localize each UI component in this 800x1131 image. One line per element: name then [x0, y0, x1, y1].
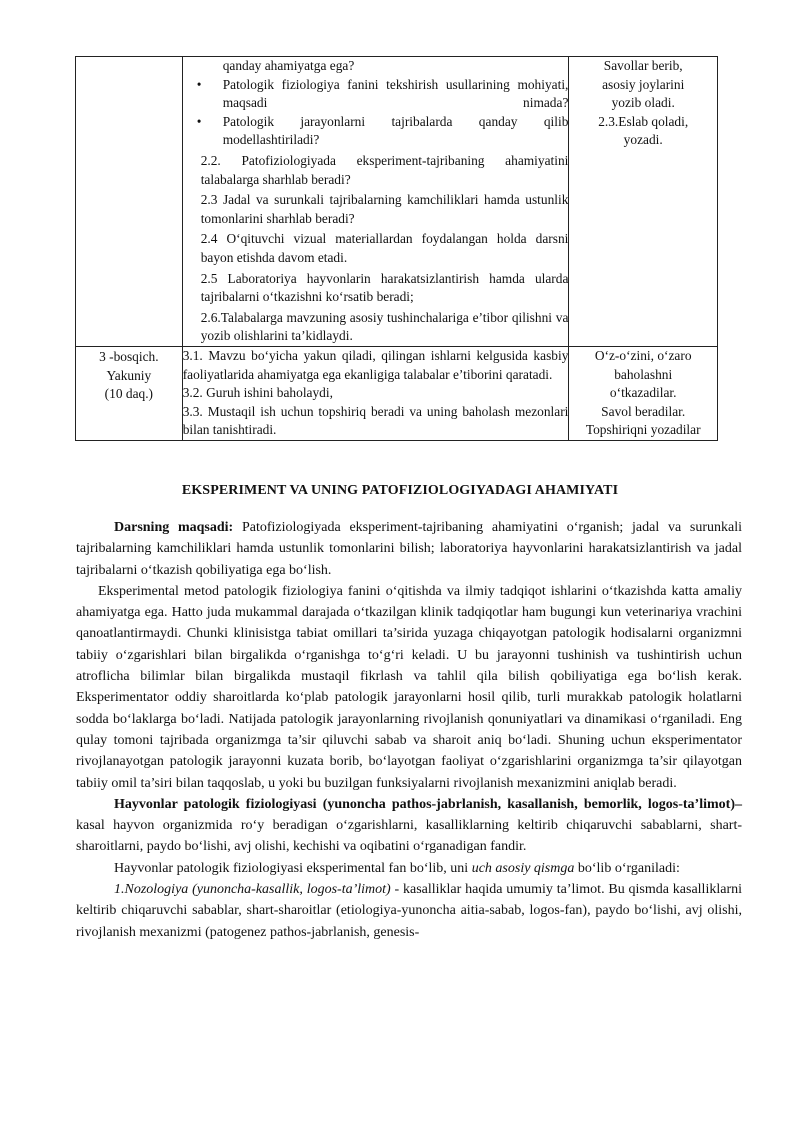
list-item-text: 3.2. Guruh ishini baholaydi, — [182, 385, 333, 401]
stage-name: Yakuniy — [106, 367, 152, 383]
teacher-activity-cell — [182, 346, 569, 440]
student-activity-line: asosiy joylarini — [602, 76, 685, 92]
teacher-activity-cell — [182, 57, 569, 347]
student-activity-line: baholashni — [614, 366, 673, 382]
list-item-text: Patologik jarayonlarni tajribalarda qanday qilib modellashtiriladi? — [222, 113, 569, 148]
list-item-text: 3.3. Mustaqil ish uchun topshiriq beradi va uning baholash mezonlari bilan tanishtiradi. — [182, 403, 569, 438]
list-item-text: 2.2. Patofiziologiyada eksperiment-tajribaning ahamiyatini talabalarga sharhlab beradi? — [200, 152, 569, 187]
objective-text: Patofiziologiyada eksperiment-tajribaning ahamiyatini o‘rganish; jadal va surunkali tajribalarning kamchiliklari hamda ustunlik tomonlarini bilish; laboratoriya hayvonlarini harakatsizlantirish va jadal tajribalarni o‘tkazish qobiliyatiga ega bo‘lish. — [76, 520, 742, 578]
list-item-text: 2.4 O‘qituvchi vizual materiallardan foydalangan holda darsni bayon etishda davom etadi. — [200, 231, 569, 265]
list-item-text: Patologik fiziologiya fanini tekshirish usullarining mohiyati, maqsadi nimada? — [222, 76, 569, 111]
list-item — [183, 76, 569, 113]
list-item-text: 2.6.Talabalarga mavzuning asosiy tushinchalariga e’tibor qilishni va yozib olishlarini ta’kidlaydi. — [200, 309, 569, 344]
paragraph-text: Hayvonlar patologik fiziologiyasi eksperimental fan bo‘lib, uni — [114, 860, 472, 876]
emphasis-text: uch asosiy qismga — [471, 860, 575, 876]
definition-text: kasal hayvon organizmida ro‘y beradigan o‘zgarishlarni, kasalliklarning keltirib chiqaruvchi sabablarni, shart-sharoitlarni, paydo bo‘lishi, avj olishi, kechishi va oqibatini o‘rganadigan fandir. — [76, 818, 742, 855]
paragraph — [76, 858, 742, 879]
paragraph — [76, 879, 742, 943]
paragraph: Eksperimental metod patologik fiziologiya fanini o‘qitishda va ilmiy tadqiqot ishlarini o‘tkazishda katta amaliy ahamiyatga ega. Hatto juda mukammal darajada o‘tkazilgan klinik tadqiqotlar ham bugungi kun veterinariya vrachini qanoatlantirmaydi. Chunki klinisistga tabiat omillari ta’sirida yuzaga chiqayotgan patologik hodisalarni organizmni tabiiy o‘zgarishlari bilan birgalikda o‘rganishga to‘g‘ri keladi. U bu jarayonni tushinish va tushintirish uchun atroflicha bilimlar bilan birgalikda mustaqil fikrlash va tahlil qila bilish qobiliyatiga ega bo‘lish kerak. Eksperimentator oddiy sharoitlarda ko‘plab patologik jarayonlarni hosil qilib, turli murakkab patologik holatlarni sodda bo‘laklarga bo‘ladi. Natijada patologik jarayonlarning rivojlanish qonuniyatlari va dinamikasi o‘rganiladi. Eng qulay tomoni tajribada organizmga ta’sir qiluvchi sabab va sharoit aniq bo‘ladi. Shuning uchun eksperimentator rivojlanayotgan patologik jarayonni kuzata borib, bo‘layotgan faoliyat o‘zgarishlarini organizmga ta’sir qilayotgan tabiiy omil ta’siri bilan taqqoslab, u yoki bu buzilgan funksiyalarni rivojlanish mexanizmini aniqlab beradi. — [76, 583, 742, 791]
list-item-text: 2.5 Laboratoriya hayvonlarin harakatsizlantirish hamda ularda tajribalarni o‘tkazishni ko‘rsatib beradi; — [200, 270, 569, 305]
student-activity-cell — [569, 346, 718, 440]
student-activity-line: 2.3.Eslab qoladi, — [598, 113, 689, 129]
student-activity-line: O‘z-o‘zini, o‘zaro — [594, 347, 692, 363]
student-activity-line: o‘tkazadilar. — [609, 385, 677, 401]
table-row — [76, 57, 718, 347]
stage-cell — [76, 346, 183, 440]
student-activity-line: yozadi. — [623, 132, 663, 148]
list-item — [183, 113, 569, 150]
list-item — [183, 309, 569, 346]
bullet-continuation: qanday ahamiyatga ega? — [222, 58, 355, 73]
list-item — [183, 230, 569, 267]
student-activity-cell — [569, 57, 718, 347]
stage-label: 3 -bosqich. — [99, 348, 159, 364]
paragraph-definition — [76, 794, 742, 858]
student-activity-line: Savollar berib, — [603, 58, 683, 73]
paragraph-objective — [76, 517, 742, 581]
paragraph-text: bo‘lib o‘rganiladi: — [574, 860, 680, 876]
table-row — [76, 346, 718, 440]
student-activity-line: Topshiriqni yozadilar — [585, 422, 701, 438]
list-item — [183, 270, 569, 307]
lesson-plan-table — [75, 56, 718, 441]
emphasis-text: 1.Nozologiya (yunoncha-kasallik, logos-ta’limot) — [114, 882, 391, 898]
student-activity-line: Savol beradilar. — [601, 403, 686, 419]
paragraph-text: - kasalliklar haqida umumiy ta’limot. Bu qismda kasalliklarni keltirib chiqaruvchi sabablar, shart-sharoitlar (etiologiya-yunoncha aitia-sabab, logos-fan), paydo bo‘lishi, avj olishi, rivojlanish mexanizmi (patogenez pathos-jabrlanish, genesis- — [76, 882, 742, 940]
stage-cell-empty — [76, 57, 183, 347]
definition-term: Hayvonlar patologik fiziologiyasi (yunoncha pathos-jabrlanish, kasallanish, bemorlik, logos-ta’limot)– — [114, 796, 742, 812]
bullet-icon: • — [196, 113, 202, 129]
body-text — [76, 517, 742, 943]
list-item-text: 3.1. Mavzu bo‘yicha yakun qiladi, qilingan ishlarni kelgusida kasbiy faoliyatlarida ahamiyatga ega ekanligiga talabalar e’tiborini qaratadi. — [182, 347, 569, 382]
objective-label: Darsning maqsadi: — [114, 520, 234, 535]
stage-duration: (10 daq.) — [104, 386, 154, 402]
list-item — [183, 191, 569, 228]
section-title: EKSPERIMENT VA UNING PATOFIZIOLOGIYADAGI AHAMIYATI — [181, 483, 619, 498]
list-item-text: 2.3 Jadal va surunkali tajribalarning kamchiliklari hamda ustunlik tomonlarini sharhlab beradi? — [200, 192, 569, 226]
student-activity-line: yozib oladi. — [611, 95, 675, 111]
list-item — [183, 152, 569, 189]
bullet-icon: • — [196, 76, 202, 92]
